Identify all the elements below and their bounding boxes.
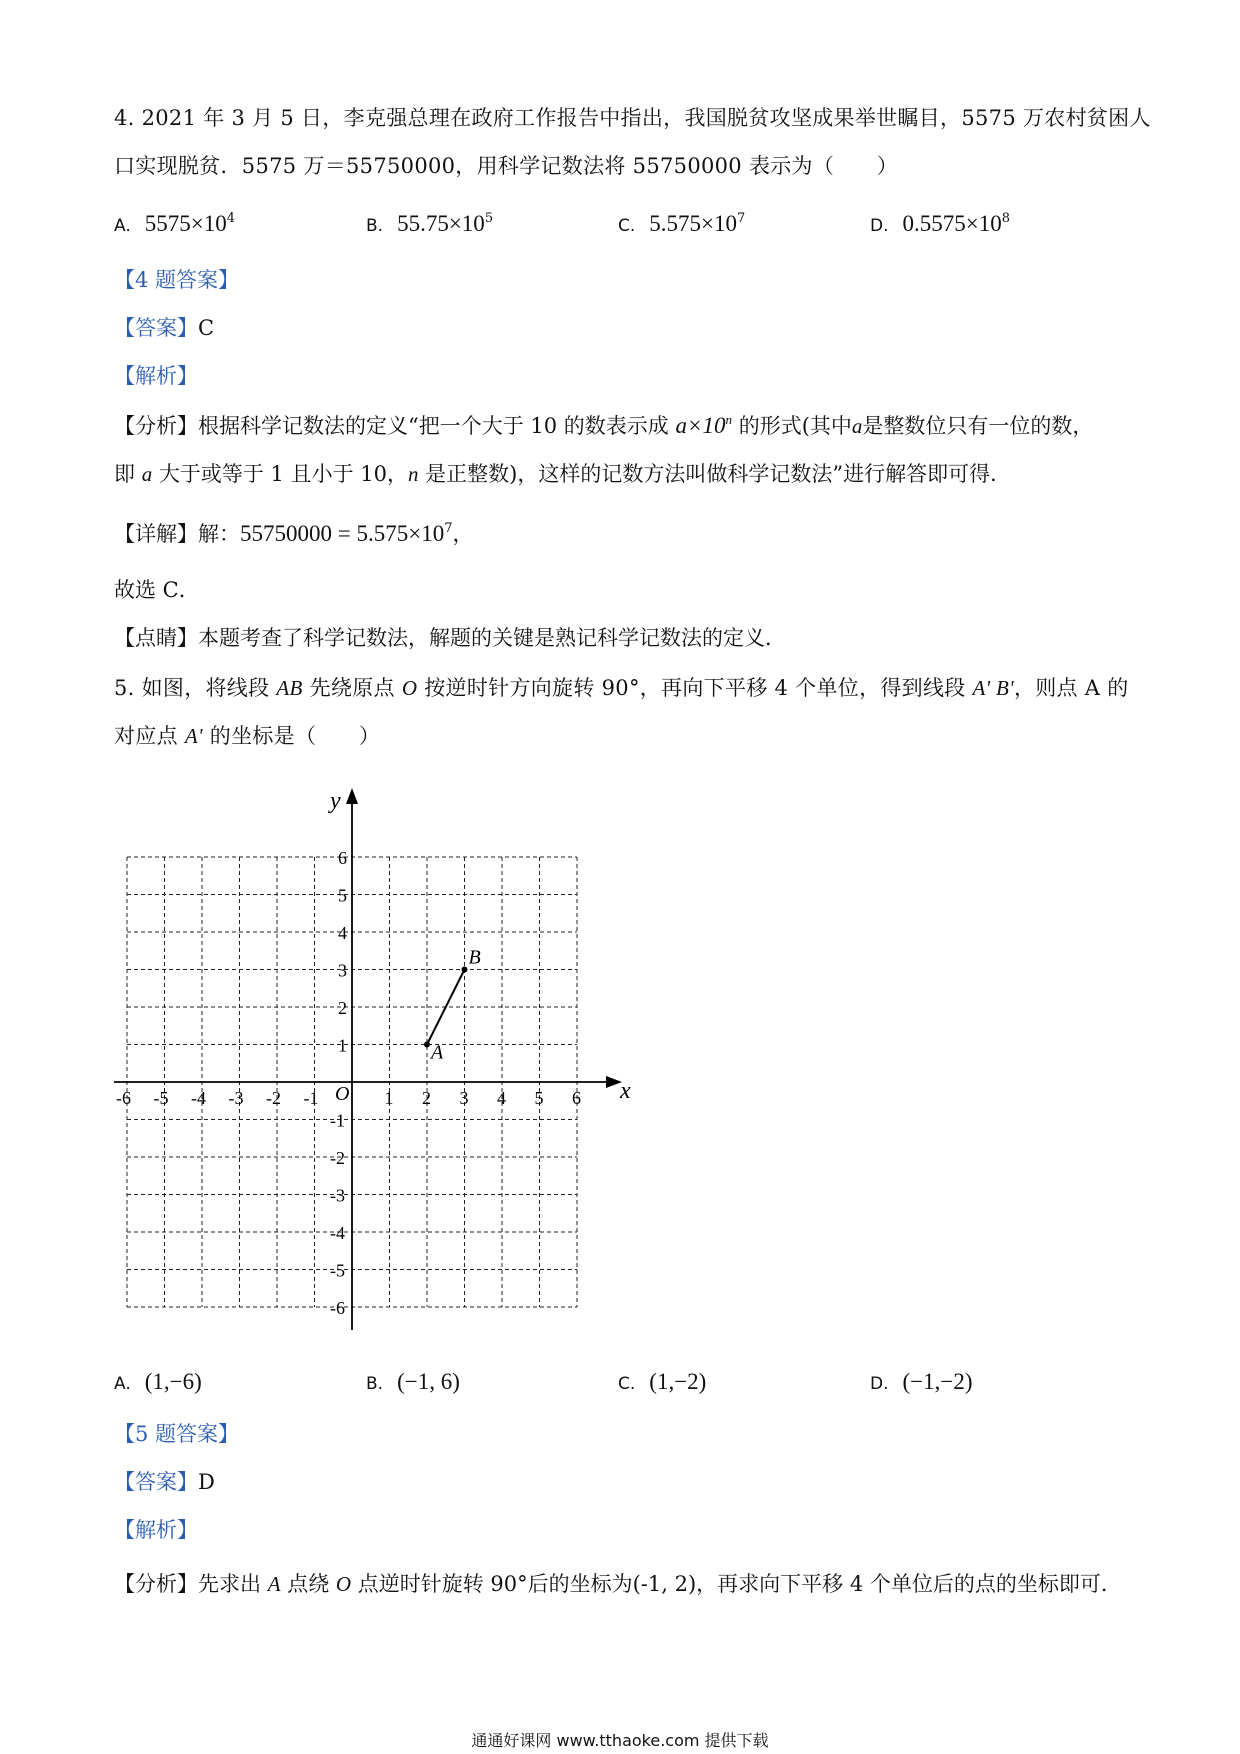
y-tick-label: 2 [338, 998, 347, 1018]
option-label: D. [870, 1374, 889, 1394]
q4-stem-line2: 口实现脱贫．5575 万＝55750000，用科学记数法将 55750000 表示为（ ） [114, 154, 899, 178]
q5-analysis [114, 1570, 1122, 1598]
segment-ab [424, 947, 481, 1064]
var-o: O [335, 1572, 352, 1596]
q4-comment [114, 624, 786, 652]
stem-text: 对应点 [114, 724, 185, 748]
analysis-text: 即 [114, 462, 142, 486]
q5-option-d [870, 1368, 973, 1398]
x-tick-label: -5 [153, 1088, 169, 1108]
stem-text: 先绕原点 [302, 676, 402, 700]
answer-tag: 【答案】 [114, 316, 198, 340]
analysis-text: 的形式(其中 [732, 414, 852, 438]
option-label: C. [618, 1374, 636, 1394]
x-tick-label: -3 [228, 1088, 244, 1108]
x-tick-label: 5 [534, 1088, 544, 1108]
origin-label: O [335, 1083, 350, 1105]
q4-analysis-heading: 【解析】 [114, 364, 198, 388]
x-tick-label: 4 [497, 1088, 506, 1108]
x-tick-label: 3 [459, 1088, 469, 1108]
q5-option-c [618, 1368, 706, 1398]
q5-analysis-heading: 【解析】 [114, 1518, 198, 1542]
option-label: A. [114, 1374, 131, 1394]
y-tick-label: -1 [330, 1110, 345, 1131]
analysis-text: 点绕 [280, 1572, 336, 1596]
detail-exponent: 7 [444, 521, 453, 536]
point-b-label: B [468, 946, 481, 969]
x-tick-label: 6 [572, 1088, 581, 1108]
y-axis-label: y [330, 788, 341, 814]
detail-tag: 【详解】 [114, 522, 198, 546]
y-tick-label: 3 [338, 960, 347, 981]
q4-answer [114, 314, 214, 342]
y-tick-label: 1 [338, 1035, 347, 1056]
analysis-text: 点逆时针旋转 90°后的坐标为(-1, 2)，再求向下平移 4 个单位后的点的坐标即可． [351, 1572, 1122, 1596]
sci-exponent: n [725, 412, 733, 427]
var-ab: AB [276, 676, 303, 700]
q4-analysis-line2 [114, 460, 1011, 488]
option-value: 55.75×10 [397, 211, 485, 236]
var-a-point: A [267, 1572, 281, 1596]
x-tick-label: -6 [116, 1088, 131, 1108]
q4-detail [114, 520, 473, 548]
option-value: (1,−6) [144, 1369, 202, 1394]
x-tick-label: 1 [384, 1088, 394, 1108]
y-axis-arrow [346, 788, 358, 804]
axes [114, 788, 622, 1330]
option-label: D. [870, 216, 889, 236]
q4-stem-line1: 4. 2021 年 3 月 5 日，李克强总理在政府工作报告中指出，我国脱贫攻坚成果举世瞩目，5575 万农村贫困人 [114, 106, 1151, 130]
q4-analysis-line1 [114, 412, 1093, 440]
sci-notation: a×10 [675, 413, 726, 438]
x-axis-label: x [620, 1078, 631, 1104]
option-value: 0.5575×10 [902, 211, 1002, 236]
option-exponent: 4 [226, 211, 235, 226]
y-tick-label: -4 [330, 1223, 345, 1243]
comment-text: 本题考查了科学记数法，解题的关键是熟记科学记数法的定义． [198, 626, 786, 650]
point-a-label: A [431, 1041, 444, 1064]
option-label: B. [366, 1374, 384, 1394]
q5-answer-heading: 【5 题答案】 [114, 1422, 240, 1446]
detail-end: ， [452, 522, 474, 546]
point-a [424, 1042, 430, 1048]
y-tick-label: 5 [338, 885, 347, 906]
y-tick-label: -3 [330, 1185, 345, 1206]
var-o: O [401, 676, 418, 700]
analysis-tag: 【分析】 [114, 414, 198, 438]
var-n: n [407, 462, 419, 486]
analysis-text: 根据科学记数法的定义“把一个大于 10 的数表示成 [198, 414, 676, 438]
var-a: a [141, 462, 153, 486]
q4-option-b [366, 210, 493, 240]
option-value: (−1,−2) [902, 1369, 973, 1394]
var-a: a [851, 414, 863, 438]
stem-text: ，则点 A 的 [1013, 676, 1129, 700]
stem-text: 5. 如图，将线段 [114, 676, 277, 700]
answer-tag: 【答案】 [114, 1470, 198, 1494]
q4-option-a [114, 210, 235, 240]
stem-text: 按逆时针方向旋转 90°，再向下平移 4 个单位，得到线段 [417, 676, 973, 700]
q5-option-a [114, 1368, 202, 1398]
analysis-text: 先求出 [198, 1572, 268, 1596]
q5-stem-line1 [114, 674, 1129, 702]
option-label: A. [114, 216, 131, 236]
q4-option-d [870, 210, 1010, 240]
option-value: (−1, 6) [397, 1369, 460, 1394]
y-tick-label: 6 [338, 848, 347, 868]
option-exponent: 7 [737, 211, 746, 226]
analysis-tag: 【分析】 [114, 1572, 198, 1596]
footer: 通通好课网 www.tthaoke.com 提供下载 [471, 1731, 769, 1750]
q5-answer [114, 1468, 215, 1496]
q4-conclusion: 故选 C． [114, 578, 200, 602]
comment-tag: 【点睛】 [114, 626, 198, 650]
point-b [462, 967, 468, 973]
analysis-text: 大于或等于 1 且小于 10， [152, 462, 408, 486]
var-ap: A' [184, 724, 203, 748]
analysis-text: 是整数位只有一位的数， [862, 414, 1094, 438]
x-tick-label: -4 [191, 1088, 206, 1108]
y-tick-label: -2 [330, 1148, 345, 1168]
coordinate-graph [100, 780, 640, 1350]
detail-text: 解： [198, 522, 240, 546]
option-value: (1,−2) [649, 1369, 707, 1394]
y-tick-label: -6 [330, 1298, 345, 1318]
y-tick-label: -5 [330, 1260, 345, 1281]
x-tick-label: -1 [303, 1088, 319, 1108]
option-value: 5.575×10 [649, 211, 738, 236]
q5-stem-line2 [114, 722, 380, 750]
option-label: C. [618, 216, 636, 236]
q4-answer-heading: 【4 题答案】 [114, 268, 240, 292]
option-exponent: 5 [484, 211, 494, 226]
answer-value: C [198, 316, 215, 340]
option-value: 5575×10 [144, 211, 227, 236]
q5-option-b [366, 1368, 460, 1398]
y-tick-label: 4 [338, 923, 347, 943]
stem-text: 的坐标是（ ） [202, 724, 381, 748]
answer-value: D [198, 1470, 215, 1494]
detail-math: 55750000 = 5.575×10 [240, 521, 445, 546]
var-apbp: A' B' [972, 676, 1014, 700]
analysis-text: 是正整数)，这样的记数方法叫做科学记数法”进行解答即可得． [418, 462, 1012, 486]
x-tick-label: -2 [266, 1088, 281, 1108]
option-exponent: 8 [1001, 211, 1011, 226]
option-label: B. [366, 216, 384, 236]
x-tick-label: 2 [422, 1088, 431, 1108]
q4-option-c [618, 210, 745, 240]
